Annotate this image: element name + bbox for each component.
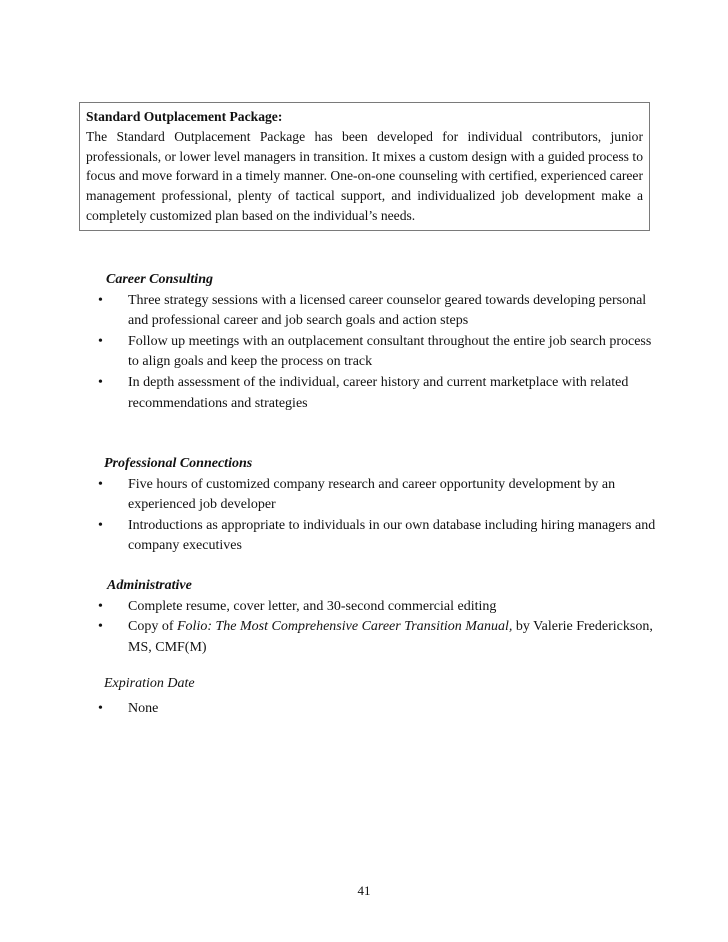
section-heading: Administrative [107, 578, 192, 593]
list-item: • Follow up meetings with an outplacement consultant throughout the entire job search process to align goals and keep the process on track [98, 333, 652, 370]
career-consulting-section [86, 270, 656, 414]
list-item: • Complete resume, cover letter, and 30-second commercial editing [86, 597, 656, 618]
section-heading: Professional Connections [104, 456, 253, 471]
section-heading: Career Consulting [106, 272, 213, 287]
package-summary-box [79, 102, 650, 231]
administrative-section [86, 576, 656, 658]
bullet-list [86, 475, 656, 557]
list-item: • Copy of Folio: The Most Comprehensive Career Transition Manual, by Valerie Frederickson, MS, CMF(M) [98, 619, 653, 655]
bullet-list [86, 291, 656, 415]
package-description: The Standard Outplacement Package has been developed for individual contributors, junior professionals, or lower level managers in transition. It mixes a custom design with a guided process to focus and move forward in a timely manner. One-on-one counseling with certified, experienced career management professional, plenty of tactical support, and individualized job development make a completely customized plan based on the individual’s needs. [86, 128, 643, 223]
bullet-icon: • [98, 619, 103, 635]
list-item: • None [86, 699, 656, 720]
bullet-list [86, 597, 656, 659]
list-item: • Introductions as appropriate to individuals in our own database including hiring managers and company executives [98, 517, 656, 554]
expiration-section [86, 674, 656, 719]
list-item: • In depth assessment of the individual, career history and current marketplace with related recommendations and strategies [98, 374, 629, 411]
page-number: 41 [357, 883, 371, 898]
bullet-icon: • [98, 374, 103, 390]
bullet-icon: • [98, 333, 103, 349]
package-title: Standard Outplacement Package: [86, 109, 283, 124]
list-item: • Five hours of customized company research and career opportunity development by an experienced job developer [98, 476, 616, 513]
bullet-icon: • [98, 292, 103, 308]
bullet-list [86, 699, 656, 720]
bullet-icon: • [98, 476, 103, 492]
bullet-icon: • [98, 700, 103, 716]
bullet-icon: • [98, 517, 103, 533]
section-heading: Expiration Date [104, 676, 195, 691]
list-item: • Three strategy sessions with a licensed career counselor geared towards developing personal and professional career and job search goals and action steps [98, 292, 647, 329]
professional-connections-section [86, 454, 656, 557]
bullet-icon: • [98, 598, 103, 614]
manual-title: Folio: The Most Comprehensive Career Transition Manual, [177, 619, 513, 635]
